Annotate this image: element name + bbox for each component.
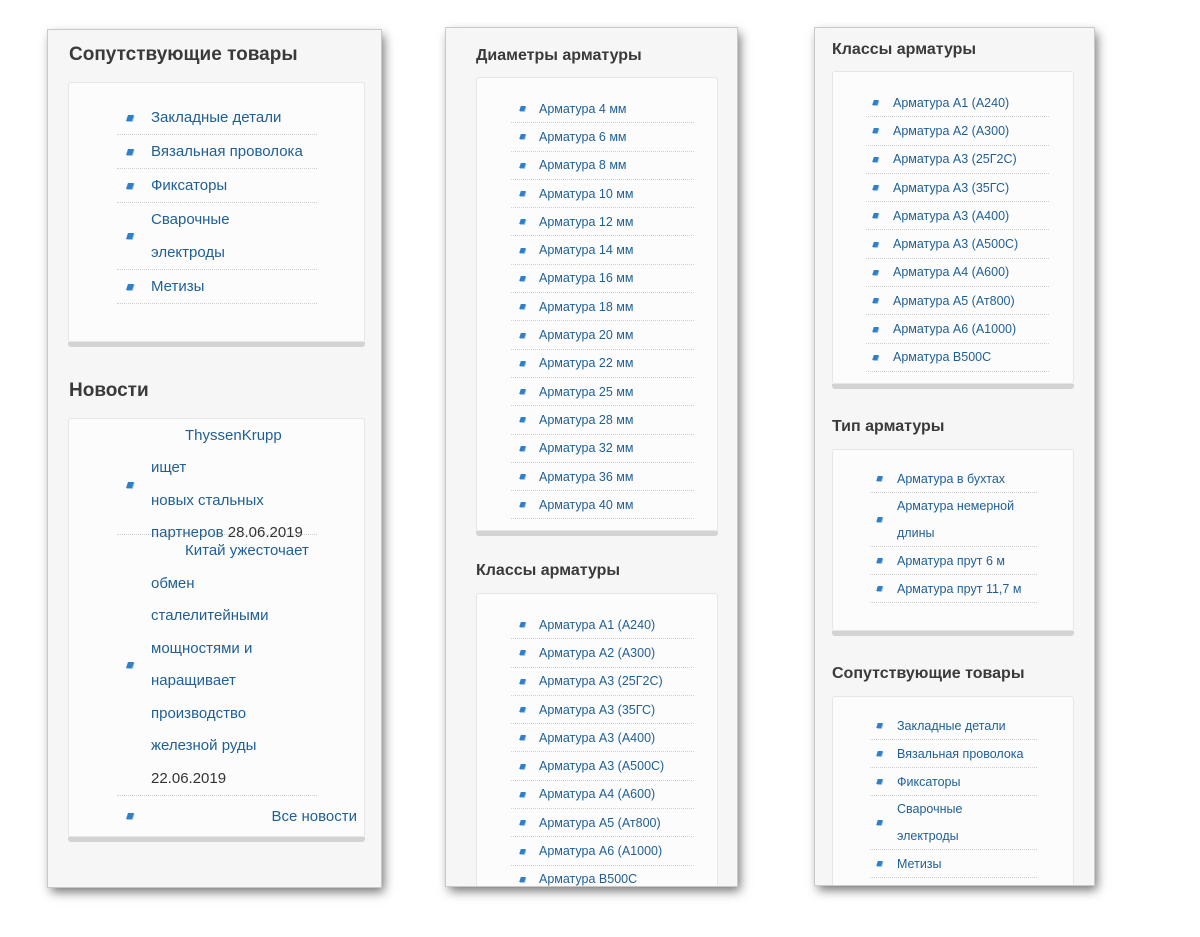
list-item[interactable] (870, 712, 1037, 740)
news-link-line: обмен (151, 574, 195, 592)
types-list (870, 465, 1037, 603)
class-link[interactable]: Арматура А4 (А600) (539, 787, 656, 802)
list-item[interactable] (511, 809, 694, 837)
class-link[interactable]: Арматура А3 (25Г2С) (539, 674, 663, 689)
class-link[interactable]: Арматура А6 (А1000) (539, 844, 663, 859)
sidebar-panel-middle (446, 28, 737, 886)
class-link[interactable]: Арматура А1 (А240) (539, 617, 656, 632)
class-link[interactable]: Арматура А2 (А300) (539, 645, 656, 660)
news-title: Новости (69, 380, 149, 401)
list-item[interactable] (511, 208, 694, 236)
list-item[interactable] (866, 287, 1049, 315)
related-products-list (870, 712, 1037, 878)
class-link[interactable]: Арматура А5 (Ат800) (893, 293, 1015, 308)
related-link[interactable]: Вязальная проволока (151, 143, 303, 160)
diameter-link[interactable]: Арматура 22 мм (539, 356, 634, 371)
class-link[interactable]: Арматура В500С (539, 872, 638, 886)
list-item[interactable] (870, 465, 1037, 493)
list-item[interactable] (117, 135, 317, 169)
diameter-link[interactable]: Арматура 18 мм (539, 299, 634, 314)
type-link[interactable]: Арматура прут 6 м (897, 553, 1005, 568)
list-item[interactable] (511, 293, 694, 321)
diameter-link[interactable]: Арматура 10 мм (539, 186, 634, 201)
news-text (151, 535, 309, 795)
list-item[interactable] (511, 435, 694, 463)
news-item[interactable] (117, 535, 317, 796)
related-link-line: электроды (897, 828, 959, 843)
news-link[interactable] (151, 542, 309, 754)
list-item[interactable] (866, 174, 1049, 202)
bullet-icon (519, 276, 526, 281)
related-link[interactable] (151, 203, 230, 269)
related-link[interactable]: Фиксаторы (151, 177, 228, 194)
news-date: 22.06.2019 (151, 769, 227, 787)
sidebar-panel-left (48, 30, 381, 887)
list-item[interactable] (870, 850, 1037, 878)
bullet-icon (519, 361, 526, 366)
bullet-icon (519, 622, 526, 627)
bullet-icon (519, 474, 526, 479)
related-link[interactable]: Закладные детали (897, 718, 1006, 733)
bullet-icon (519, 248, 526, 253)
diameter-link[interactable]: Арматура 16 мм (539, 271, 634, 286)
diameter-link[interactable]: Арматура 4 мм (539, 101, 627, 116)
bullet-icon (872, 157, 879, 162)
bullet-icon (519, 849, 526, 854)
class-link[interactable]: Арматура А2 (А300) (893, 123, 1010, 138)
class-link[interactable]: Арматура В500С (893, 350, 992, 365)
diameter-link[interactable]: Арматура 40 мм (539, 497, 634, 512)
diameter-link[interactable]: Арматура 6 мм (539, 129, 627, 144)
diameters-box (476, 77, 718, 531)
list-item[interactable] (866, 344, 1049, 372)
class-link[interactable]: Арматура А5 (Ат800) (539, 815, 661, 830)
all-news-link[interactable]: Все новости (271, 807, 357, 825)
bullet-icon (872, 270, 879, 275)
related-products-title: Сопутствующие товары (69, 44, 298, 65)
news-link-line: наращивает (151, 672, 236, 689)
list-item[interactable] (511, 350, 694, 378)
list-item[interactable] (511, 378, 694, 406)
list-item[interactable] (511, 724, 694, 752)
diameter-link[interactable]: Арматура 25 мм (539, 384, 634, 399)
related-link[interactable]: Фиксаторы (897, 774, 961, 789)
bullet-icon (876, 517, 883, 522)
bullet-icon (126, 482, 134, 488)
diameter-link[interactable]: Арматура 36 мм (539, 469, 634, 484)
news-link-line: мощностями и (151, 639, 253, 657)
bullet-icon (519, 502, 526, 507)
bullet-icon (519, 106, 526, 111)
list-item[interactable] (511, 668, 694, 696)
bullet-icon (519, 191, 526, 196)
classes-list (511, 611, 694, 886)
class-link[interactable]: Арматура А3 (А400) (893, 208, 1010, 223)
news-link-line: сталелитейными (151, 607, 269, 624)
diameters-list (511, 95, 694, 519)
related-link[interactable]: Закладные детали (151, 109, 282, 126)
diameter-link[interactable]: Арматура 14 мм (539, 243, 634, 258)
list-item[interactable] (866, 202, 1049, 230)
related-link[interactable] (897, 796, 962, 850)
list-item[interactable] (511, 866, 694, 886)
list-item[interactable] (870, 740, 1037, 768)
list-item[interactable] (866, 230, 1049, 258)
type-link[interactable] (897, 493, 1014, 547)
bullet-icon (519, 134, 526, 139)
related-products-list (117, 101, 317, 304)
list-item[interactable] (117, 270, 317, 304)
related-link[interactable]: Метизы (151, 278, 205, 295)
diameter-link[interactable]: Арматура 28 мм (539, 412, 634, 427)
list-item[interactable] (117, 169, 317, 203)
bullet-icon (126, 662, 134, 668)
list-item[interactable] (866, 259, 1049, 287)
diameter-link[interactable]: Арматура 8 мм (539, 158, 627, 173)
news-link-line: железной руды (151, 737, 257, 754)
list-item[interactable] (511, 611, 694, 639)
news-link-line: ThyssenKrupp ищет (151, 426, 282, 476)
type-link-line: длины (897, 525, 935, 540)
type-link-line: Арматура немерной (897, 498, 1015, 513)
all-news-item[interactable] (117, 796, 357, 836)
news-link-line: Китай ужесточает (185, 542, 309, 559)
bullet-icon (872, 298, 879, 303)
bullet-icon (876, 751, 883, 756)
type-link[interactable]: Арматура прут 11,7 м (897, 581, 1022, 596)
class-link[interactable]: Арматура А3 (25Г2С) (893, 152, 1017, 167)
related-link-line: электроды (151, 244, 225, 261)
list-item[interactable] (870, 575, 1037, 603)
news-item[interactable] (117, 426, 317, 541)
bullet-icon (872, 213, 879, 218)
bullet-icon (519, 163, 526, 168)
list-item[interactable] (511, 752, 694, 780)
bullet-icon (519, 877, 526, 882)
list-item[interactable] (511, 123, 694, 151)
bullet-icon (126, 813, 134, 819)
bullet-icon (872, 242, 879, 247)
sidebar-panel-right (815, 28, 1094, 885)
bullet-icon (519, 389, 526, 394)
list-item[interactable] (117, 203, 317, 270)
diameter-link[interactable]: Арматура 12 мм (539, 214, 634, 229)
list-item[interactable] (511, 696, 694, 724)
news-text (151, 420, 317, 550)
bullet-icon (876, 558, 883, 563)
bullet-icon (876, 723, 883, 728)
news-link-line: новых стальных (151, 491, 264, 509)
types-box (832, 449, 1074, 631)
list-item[interactable] (870, 493, 1037, 547)
list-item[interactable] (511, 265, 694, 293)
list-item[interactable] (511, 463, 694, 491)
related-link[interactable]: Метизы (897, 856, 942, 871)
types-title: Тип арматуры (832, 418, 945, 435)
bullet-icon (519, 679, 526, 684)
list-item[interactable] (511, 639, 694, 667)
bullet-icon (126, 115, 134, 121)
bullet-icon (126, 183, 134, 189)
bullet-icon (519, 764, 526, 769)
class-link[interactable]: Арматура А1 (А240) (893, 95, 1010, 110)
bullet-icon (126, 284, 134, 290)
classes-box (476, 593, 718, 886)
bullet-icon (519, 735, 526, 740)
bullet-icon (519, 446, 526, 451)
bullet-icon (876, 861, 883, 866)
bullet-icon (126, 233, 134, 239)
bullet-icon (519, 707, 526, 712)
classes-list (866, 89, 1049, 372)
related-products-box (832, 696, 1074, 885)
news-link-line: партнеров (151, 524, 228, 541)
list-item[interactable] (870, 547, 1037, 575)
bullet-icon (519, 650, 526, 655)
list-item[interactable] (511, 406, 694, 434)
news-date: 28.06.2019 (227, 524, 303, 541)
list-item[interactable] (511, 321, 694, 349)
class-link[interactable]: Арматура А6 (А1000) (893, 322, 1017, 337)
class-link[interactable]: Арматура А3 (А500С) (539, 759, 665, 774)
bullet-icon (519, 304, 526, 309)
class-link[interactable]: Арматура А3 (А400) (539, 730, 656, 745)
related-link-line: Сварочные (897, 801, 963, 816)
bullet-icon (519, 820, 526, 825)
classes-title: Классы арматуры (476, 562, 621, 579)
list-item[interactable] (870, 768, 1037, 796)
bullet-icon (876, 779, 883, 784)
bullet-icon (126, 149, 134, 155)
list-item[interactable] (511, 180, 694, 208)
list-item[interactable] (117, 101, 317, 135)
bullet-icon (872, 128, 879, 133)
list-item[interactable] (511, 236, 694, 264)
diameter-link[interactable]: Арматура 20 мм (539, 328, 634, 343)
bullet-icon (519, 417, 526, 422)
list-item[interactable] (866, 146, 1049, 174)
type-link[interactable]: Арматура в бухтах (897, 471, 1006, 486)
news-list (117, 426, 357, 836)
related-products-title: Сопутствующие товары (832, 665, 1025, 682)
list-item[interactable] (511, 837, 694, 865)
list-item[interactable] (511, 781, 694, 809)
bullet-icon (876, 586, 883, 591)
bullet-icon (876, 820, 883, 825)
list-item[interactable] (866, 89, 1049, 117)
list-item[interactable] (870, 796, 1037, 850)
bullet-icon (872, 327, 879, 332)
class-link[interactable]: Арматура А3 (35ГС) (539, 702, 656, 717)
list-item[interactable] (511, 152, 694, 180)
list-item[interactable] (866, 315, 1049, 343)
related-products-box (68, 82, 365, 342)
related-link-line: Сварочные (151, 211, 230, 228)
list-item[interactable] (511, 95, 694, 123)
classes-title: Классы арматуры (832, 41, 977, 58)
bullet-icon (872, 355, 879, 360)
news-box (68, 418, 365, 837)
class-link[interactable]: Арматура А3 (А500С) (893, 237, 1019, 252)
bullet-icon (519, 333, 526, 338)
class-link[interactable]: Арматура А3 (35ГС) (893, 180, 1010, 195)
related-link[interactable]: Вязальная проволока (897, 746, 1024, 761)
classes-box (832, 71, 1074, 384)
list-item[interactable] (511, 491, 694, 519)
class-link[interactable]: Арматура А4 (А600) (893, 265, 1010, 280)
bullet-icon (872, 100, 879, 105)
bullet-icon (876, 476, 883, 481)
bullet-icon (519, 792, 526, 797)
diameter-link[interactable]: Арматура 32 мм (539, 441, 634, 456)
bullet-icon (872, 185, 879, 190)
bullet-icon (519, 219, 526, 224)
diameters-title: Диаметры арматуры (476, 47, 642, 64)
news-link-line: производство (151, 704, 247, 722)
list-item[interactable] (866, 117, 1049, 145)
